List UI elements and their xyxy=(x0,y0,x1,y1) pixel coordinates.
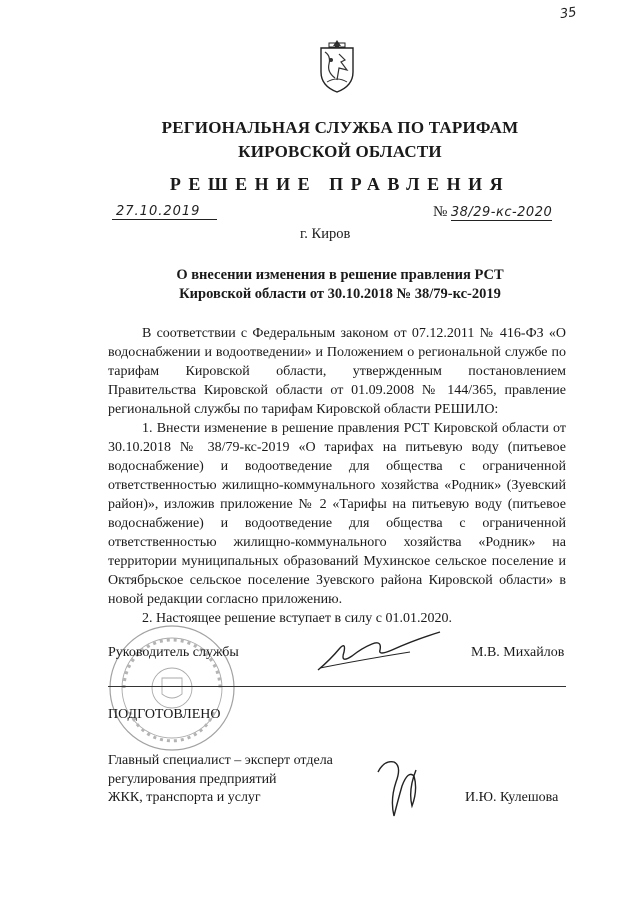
document-number: 38/29-кс-2020 xyxy=(450,205,553,220)
preparer-role xyxy=(108,752,333,808)
preparer-role-line2: регулирования предприятий xyxy=(108,771,277,787)
organization-line2: КИРОВСКОЙ ОБЛАСТИ xyxy=(238,142,442,161)
preparer-role-line1: Главный специалист – эксперт отдела xyxy=(108,753,333,768)
document-date: 27.10.2019 xyxy=(116,204,201,219)
preparer-name: И.Ю. Кулешова xyxy=(465,790,559,805)
document-date-field xyxy=(112,204,217,220)
prepared-label: ПОДГОТОВЛЕНО xyxy=(108,707,221,722)
body-paragraph-item1: 1. Внести изменение в решение правления РСТ Кировской области от 30.10.2018 № 38/79-кс-2019 «О тарифах на питьевую воду (питьевое водоснабжение) и водоотведение для общества с ограниченной ответственностью жилищно-коммунального хозяйства «Родник» (Зуевский район)», изложив приложение № 2 «Тарифы на питьевую воду (питьевое водоснабжение) и водоотведение для общества с ограниченной ответственностью жилищно-коммунального хозяйства «Родник» на территории муниципальных образований Мухинское сельское поселение и Октябрьское сельское поселение Зуевского района Кировской области» в новой редакции согласно приложению. xyxy=(108,421,566,607)
document-body xyxy=(108,324,566,628)
subject-line2: Кировской области от 30.10.2018 № 38/79-кс-2019 xyxy=(179,286,501,302)
subject-line1: О внесении изменения в решение правления РСТ xyxy=(176,267,504,283)
specialist-signature xyxy=(378,762,416,816)
organization-name xyxy=(150,116,530,164)
director-signature xyxy=(318,632,440,670)
preparer-role-line3: ЖКК, транспорта и услуг xyxy=(108,790,261,805)
body-paragraph-item2: 2. Настоящее решение вступает в силу с 01.01.2020. xyxy=(142,611,452,626)
signatory-role: Руководитель службы xyxy=(108,645,239,660)
body-paragraph-preamble: В соответствии с Федеральным законом от 07.12.2011 № 416-ФЗ «О водоснабжении и водоотведении» и Положением о региональной службе по тарифам Кировской области, утвержденным постановлением Правительства Кировской области от 01.09.2008 № 144/365, правление региональной службы по тарифам Кировской области РЕШИЛО: xyxy=(108,326,566,417)
signatory-name: М.В. Михайлов xyxy=(471,645,565,660)
organization-line1: РЕГИОНАЛЬНАЯ СЛУЖБА ПО ТАРИФАМ xyxy=(161,118,519,137)
document-type-heading: РЕШЕНИЕ ПРАВЛЕНИЯ xyxy=(169,174,511,194)
signature-divider xyxy=(108,686,566,687)
page-number-mark: 35 xyxy=(559,4,578,23)
city: г. Киров xyxy=(300,226,351,242)
document-number-field xyxy=(433,204,552,221)
number-sign: № xyxy=(433,204,448,220)
coat-of-arms-emblem xyxy=(315,38,359,94)
document-subject xyxy=(150,266,530,304)
director-signature-underline xyxy=(320,652,410,668)
